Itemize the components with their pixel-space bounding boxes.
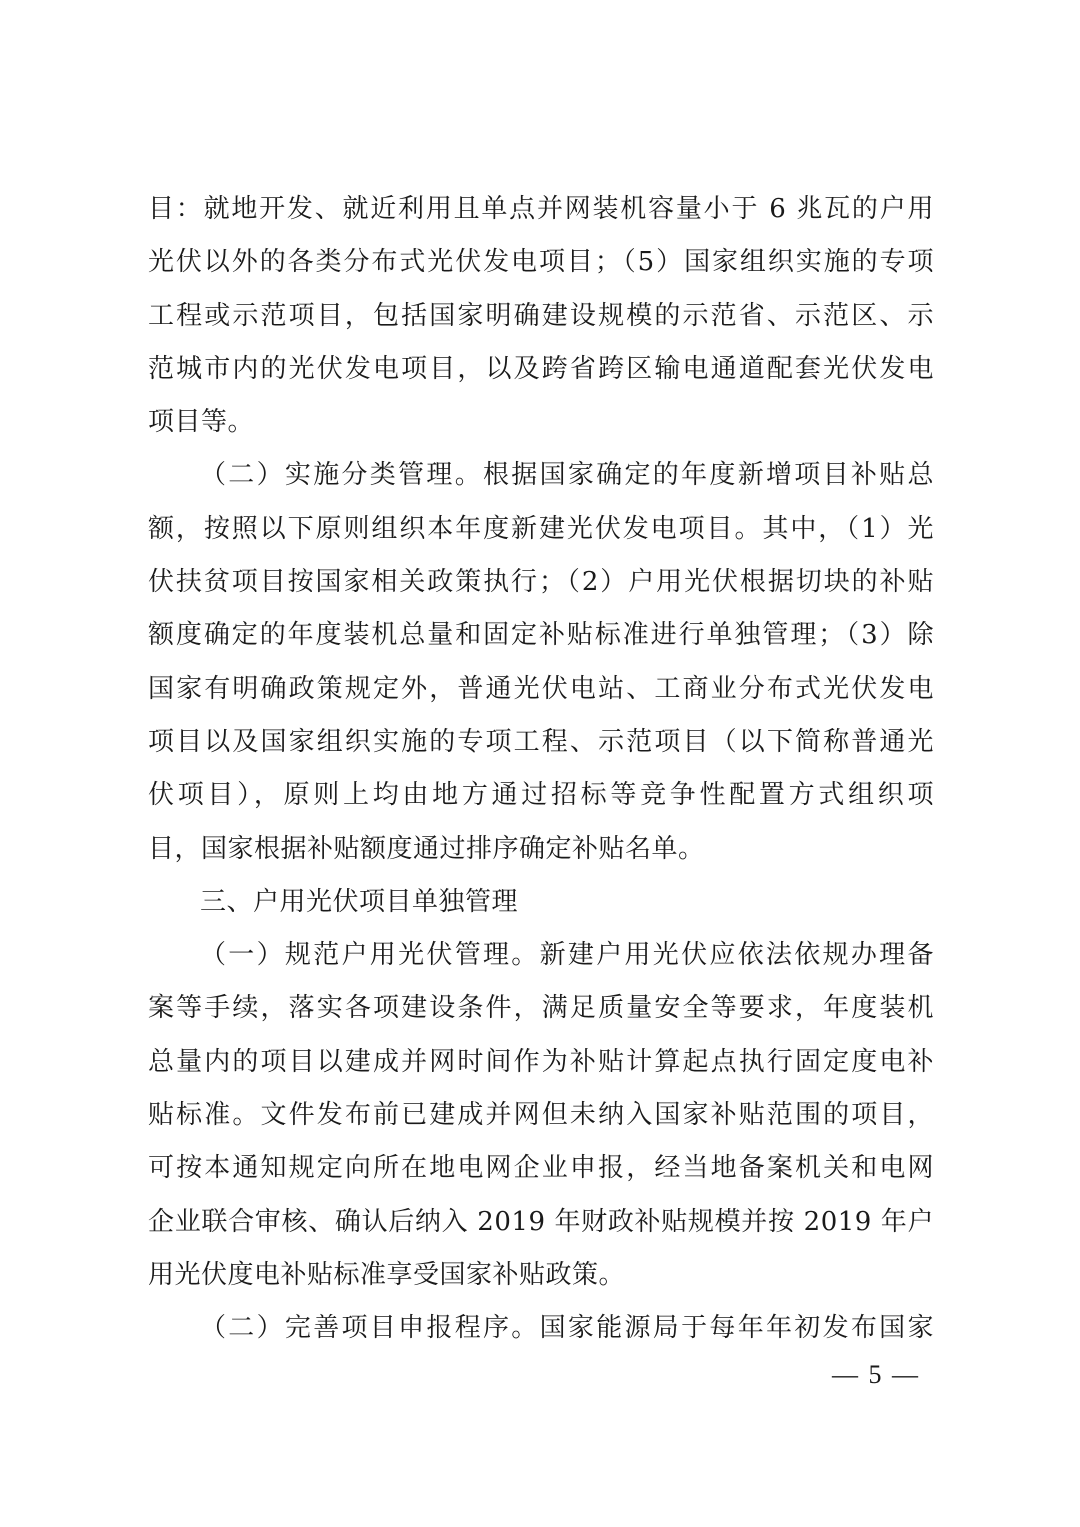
text-line: （一）规范户用光伏管理。新建户用光伏应依法依规办理备 (200, 940, 934, 971)
text-line: 工程或示范项目，包括国家明确建设规模的示范省、示范区、示 (148, 300, 934, 331)
text-line: 总量内的项目以建成并网时间作为补贴计算起点执行固定度电补 (148, 1046, 934, 1077)
text-line: 额，按照以下原则组织本年度新建光伏发电项目。其中，（1）光 (148, 513, 934, 544)
text-line: 伏扶贫项目按国家相关政策执行；（2）户用光伏根据切块的补贴 (148, 567, 934, 598)
text-line: 贴标准。文件发布前已建成并网但未纳入国家补贴范围的项目， (148, 1100, 934, 1131)
text-line: 用光伏度电补贴标准享受国家补贴政策。 (148, 1259, 626, 1290)
text-line: （二）实施分类管理。根据国家确定的年度新增项目补贴总 (200, 460, 934, 491)
text-line: 企业联合审核、确认后纳入 2019 年财政补贴规模并按 2019 年户 (148, 1206, 934, 1237)
section-heading: 三、户用光伏项目单独管理 (200, 886, 519, 917)
text-line: 额度确定的年度装机总量和固定补贴标准进行单独管理；（3）除 (148, 620, 934, 651)
text-line: 项目等。 (148, 407, 255, 438)
text-line: 范城市内的光伏发电项目，以及跨省跨区输电通道配套光伏发电 (148, 353, 934, 384)
text-line: 国家有明确政策规定外，普通光伏电站、工商业分布式光伏发电 (148, 673, 934, 704)
body-text (148, 183, 934, 1356)
page-number: — 5 — (832, 1360, 920, 1389)
text-line: 可按本通知规定向所在地电网企业申报，经当地备案机关和电网 (148, 1153, 934, 1184)
text-line: 目：就地开发、就近利用且单点并网装机容量小于 6 兆瓦的户用 (148, 194, 934, 224)
text-line: 案等手续，落实各项建设条件，满足质量安全等要求，年度装机 (148, 993, 934, 1024)
text-line: 目，国家根据补贴额度通过排序确定补贴名单。 (148, 833, 705, 864)
text-line: 伏项目），原则上均由地方通过招标等竞争性配置方式组织项 (148, 780, 934, 811)
text-line: 项目以及国家组织实施的专项工程、示范项目（以下简称普通光 (148, 726, 934, 757)
text-line: 光伏以外的各类分布式光伏发电项目；（5）国家组织实施的专项 (148, 247, 934, 278)
text-line: （二）完善项目申报程序。国家能源局于每年年初发布国家 (200, 1313, 934, 1344)
